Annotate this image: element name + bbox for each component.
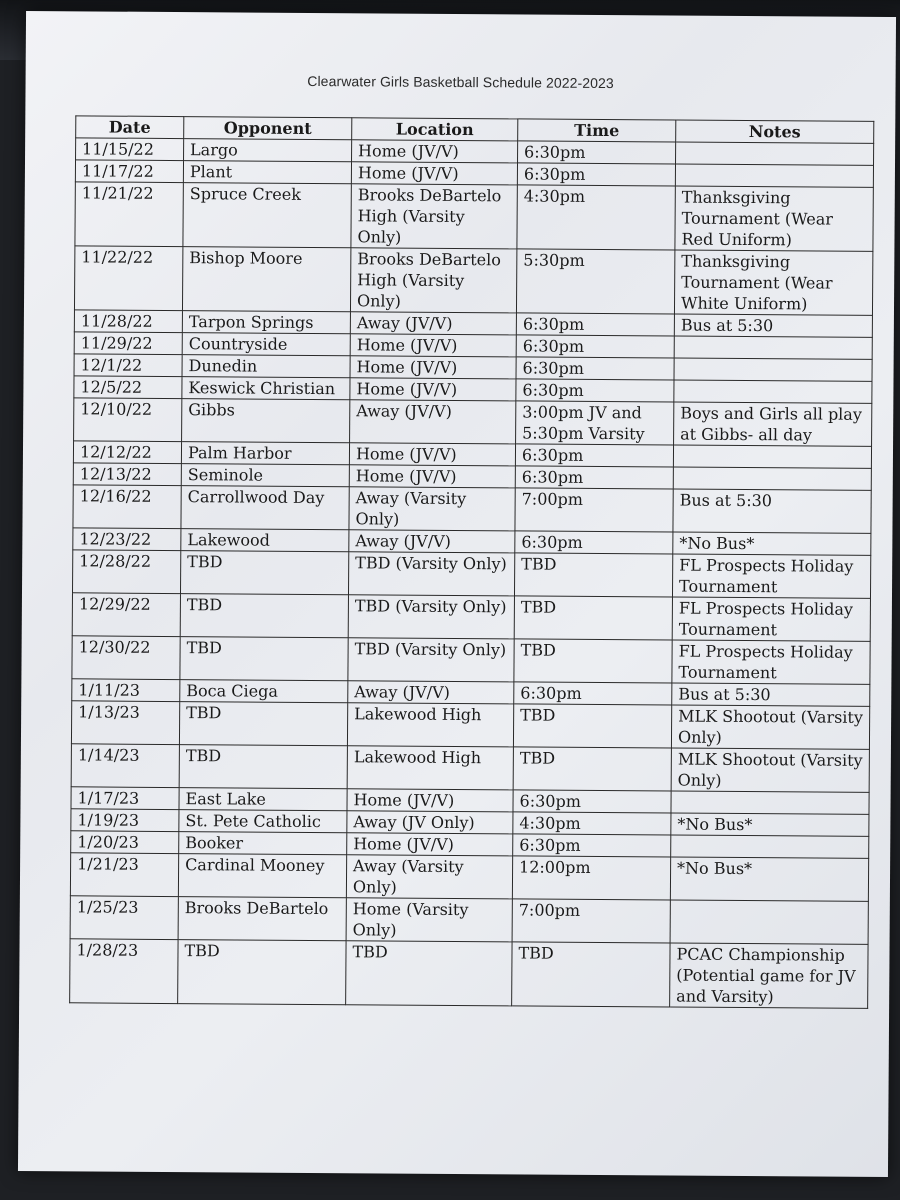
time-cell: 6:30pm: [516, 335, 674, 358]
date-cell: 1/11/23: [72, 679, 180, 702]
time-cell: 6:30pm: [515, 531, 673, 554]
table-row: [71, 744, 869, 793]
opponent-cell: TBD: [180, 551, 348, 595]
time-cell: TBD: [513, 704, 671, 748]
location-cell: Away (JV/V): [350, 400, 516, 444]
date-cell: 12/29/22: [72, 593, 180, 637]
opponent-cell: Largo: [184, 139, 352, 162]
table-row: [70, 853, 868, 902]
location-cell: Home (Varsity Only): [346, 898, 512, 942]
opponent-cell: Lakewood: [181, 529, 349, 552]
location-cell: Brooks DeBartelo High (Varsity Only): [350, 248, 516, 313]
date-cell: 11/21/22: [75, 182, 183, 247]
location-cell: Home (JV/V): [347, 789, 513, 812]
opponent-cell: Boca Ciega: [180, 680, 348, 703]
notes-cell: Boys and Girls all play at Gibbs- all day: [674, 402, 872, 446]
notes-cell: FL Prospects Holiday Tournament: [672, 640, 870, 684]
opponent-cell: TBD: [179, 745, 347, 789]
location-cell: Brooks DeBartelo High (Varsity Only): [351, 184, 517, 249]
notes-cell: [674, 358, 872, 381]
date-cell: 1/20/23: [71, 831, 179, 854]
date-cell: 11/29/22: [74, 332, 182, 355]
location-cell: Lakewood High: [347, 746, 513, 790]
opponent-cell: TBD: [180, 594, 348, 638]
location-cell: Home (JV/V): [349, 443, 515, 466]
time-cell: 6:30pm: [514, 682, 672, 705]
date-cell: 11/22/22: [74, 246, 182, 311]
location-cell: Home (JV/V): [350, 356, 516, 379]
table-row: [74, 398, 872, 447]
notes-cell: Bus at 5:30: [672, 683, 870, 706]
time-cell: TBD: [514, 596, 672, 640]
opponent-cell: East Lake: [179, 788, 347, 811]
time-cell: 4:30pm: [517, 185, 675, 250]
notes-cell: MLK Shootout (Varsity Only): [671, 705, 869, 749]
location-cell: TBD (Varsity Only): [348, 595, 514, 639]
notes-cell: Thanksgiving Tournament (Wear White Uniform): [674, 250, 872, 315]
notes-cell: [674, 336, 872, 359]
time-cell: 6:30pm: [515, 444, 673, 467]
opponent-cell: Palm Harbor: [181, 442, 349, 465]
table-row: [75, 182, 873, 252]
date-cell: 12/16/22: [73, 485, 181, 529]
table-row: [73, 485, 871, 534]
notes-cell: Bus at 5:30: [673, 489, 871, 533]
opponent-cell: Spruce Creek: [183, 183, 351, 248]
opponent-cell: Gibbs: [182, 399, 350, 443]
table-row: [74, 246, 872, 316]
opponent-cell: TBD: [179, 702, 347, 746]
location-cell: Away (JV Only): [347, 811, 513, 834]
date-cell: 12/28/22: [72, 550, 180, 594]
time-cell: 7:00pm: [515, 488, 673, 532]
notes-cell: *No Bus*: [670, 857, 868, 901]
date-cell: 1/28/23: [70, 939, 178, 1004]
date-cell: 11/17/22: [75, 160, 183, 183]
location-cell: Home (JV/V): [350, 378, 516, 401]
date-cell: 12/23/22: [73, 528, 181, 551]
date-cell: 1/21/23: [70, 853, 178, 897]
location-cell: TBD (Varsity Only): [348, 638, 514, 682]
opponent-cell: Cardinal Mooney: [178, 854, 346, 898]
table-row: [72, 636, 870, 685]
opponent-cell: St. Pete Catholic: [179, 810, 347, 833]
table-row: [70, 896, 868, 945]
time-cell: 3:00pm JV and 5:30pm Varsity: [516, 401, 674, 445]
time-cell: 6:30pm: [513, 834, 671, 857]
notes-cell: [673, 445, 871, 468]
date-cell: 12/10/22: [74, 398, 182, 442]
notes-cell: FL Prospects Holiday Tournament: [672, 597, 870, 641]
notes-cell: *No Bus*: [673, 532, 871, 555]
location-cell: Away (JV/V): [349, 530, 515, 553]
opponent-cell: Seminole: [181, 464, 349, 487]
opponent-cell: TBD: [180, 637, 348, 681]
location-cell: Home (JV/V): [350, 334, 516, 357]
date-cell: 1/14/23: [71, 744, 179, 788]
location-cell: Home (JV/V): [352, 140, 518, 163]
notes-cell: *No Bus*: [671, 813, 869, 836]
date-cell: 1/13/23: [71, 701, 179, 745]
date-cell: 11/15/22: [76, 138, 184, 161]
header-date: Date: [76, 116, 184, 139]
time-cell: 6:30pm: [516, 313, 674, 336]
table-row: [70, 939, 868, 1009]
opponent-cell: Keswick Christian: [182, 377, 350, 400]
date-cell: 12/5/22: [74, 376, 182, 399]
header-notes: Notes: [676, 120, 874, 143]
date-cell: 1/17/23: [71, 787, 179, 810]
opponent-cell: Bishop Moore: [182, 247, 350, 312]
time-cell: 6:30pm: [518, 141, 676, 164]
location-cell: Away (Varsity Only): [346, 855, 512, 899]
table-row: [72, 550, 870, 599]
date-cell: 12/30/22: [72, 636, 180, 680]
time-cell: TBD: [513, 747, 671, 791]
notes-cell: MLK Shootout (Varsity Only): [671, 748, 869, 792]
time-cell: 7:00pm: [512, 899, 670, 943]
time-cell: 6:30pm: [516, 379, 674, 402]
notes-cell: FL Prospects Holiday Tournament: [672, 554, 870, 598]
time-cell: 6:30pm: [516, 357, 674, 380]
opponent-cell: Plant: [183, 161, 351, 184]
table-row: [71, 701, 869, 750]
opponent-cell: Dunedin: [182, 355, 350, 378]
time-cell: TBD: [514, 639, 672, 683]
date-cell: 12/13/22: [73, 463, 181, 486]
schedule-table: [69, 115, 874, 1009]
date-cell: 1/25/23: [70, 896, 178, 940]
opponent-cell: TBD: [178, 940, 346, 1005]
notes-cell: Bus at 5:30: [674, 314, 872, 337]
time-cell: 12:00pm: [512, 856, 670, 900]
date-cell: 12/12/22: [73, 441, 181, 464]
document-title: Clearwater Girls Basketball Schedule 2022-2023: [307, 72, 614, 92]
table-row: [72, 593, 870, 642]
header-location: Location: [352, 118, 518, 141]
notes-cell: [675, 164, 873, 187]
notes-cell: PCAC Championship (Potential game for JV and Varsity): [670, 943, 868, 1008]
location-cell: Away (JV/V): [350, 312, 516, 335]
time-cell: 6:30pm: [513, 790, 671, 813]
date-cell: 1/19/23: [71, 809, 179, 832]
opponent-cell: Carrollwood Day: [181, 486, 349, 530]
header-opponent: Opponent: [184, 117, 352, 140]
time-cell: 5:30pm: [516, 249, 674, 314]
time-cell: TBD: [514, 553, 672, 597]
location-cell: Home (JV/V): [349, 465, 515, 488]
location-cell: Away (Varsity Only): [349, 487, 515, 531]
notes-cell: [671, 791, 869, 814]
schedule-body: [70, 138, 874, 1009]
notes-cell: Thanksgiving Tournament (Wear Red Uniform): [675, 186, 873, 251]
time-cell: TBD: [512, 942, 670, 1007]
location-cell: TBD (Varsity Only): [348, 552, 514, 596]
location-cell: Lakewood High: [347, 703, 513, 747]
opponent-cell: Brooks DeBartelo: [178, 897, 346, 941]
date-cell: 12/1/22: [74, 354, 182, 377]
header-time: Time: [518, 119, 676, 142]
notes-cell: [671, 835, 869, 858]
opponent-cell: Countryside: [182, 333, 350, 356]
location-cell: Home (JV/V): [351, 162, 517, 185]
time-cell: 4:30pm: [513, 812, 671, 835]
notes-cell: [676, 142, 874, 165]
opponent-cell: Booker: [179, 832, 347, 855]
notes-cell: [674, 380, 872, 403]
notes-cell: [670, 900, 868, 944]
location-cell: TBD: [346, 941, 512, 1006]
notes-cell: [673, 467, 871, 490]
location-cell: Away (JV/V): [348, 681, 514, 704]
opponent-cell: Tarpon Springs: [182, 311, 350, 334]
time-cell: 6:30pm: [517, 163, 675, 186]
date-cell: 11/28/22: [74, 310, 182, 333]
time-cell: 6:30pm: [515, 466, 673, 489]
schedule-paper: [18, 11, 896, 1177]
location-cell: Home (JV/V): [347, 833, 513, 856]
